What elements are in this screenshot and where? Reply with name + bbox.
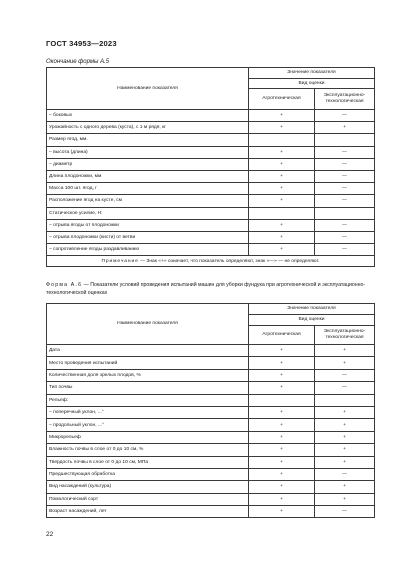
column-header-operational: Эксплуатационно-технологическая bbox=[315, 326, 375, 345]
operational-value: — bbox=[315, 369, 375, 381]
operational-value: — bbox=[315, 170, 375, 182]
operational-value: — bbox=[315, 183, 375, 195]
table-row bbox=[47, 382, 375, 394]
indicator-name: Место проведения испытаний bbox=[47, 357, 249, 369]
column-header-agrotechnical: Агротехническая bbox=[249, 326, 315, 345]
indicator-name: – продольный уклон, ...° bbox=[47, 419, 249, 431]
agrotechnical-value: + bbox=[249, 146, 315, 158]
agrotechnical-value: + bbox=[249, 244, 315, 256]
indicator-name: – отрыва плодоножки (кисти) от ветви bbox=[47, 231, 249, 243]
table-row bbox=[47, 468, 375, 480]
operational-value: — bbox=[315, 382, 375, 394]
column-header-indicator: Наименование показателя bbox=[47, 68, 249, 110]
indicator-name: – поперечный уклон, ...° bbox=[47, 406, 249, 418]
agrotechnical-value: + bbox=[249, 468, 315, 480]
indicator-name: Дата bbox=[47, 345, 249, 357]
indicator-name: Расположение ягод на кусте, см bbox=[47, 195, 249, 207]
table-row bbox=[47, 170, 375, 182]
indicator-name: – высота (длина) bbox=[47, 146, 249, 158]
table-row bbox=[47, 110, 375, 122]
agrotechnical-value: + bbox=[249, 481, 315, 493]
indicator-name: Предшествующая обработка bbox=[47, 468, 249, 480]
note-label: Примечание bbox=[101, 258, 139, 264]
indicator-name: – отрыва ягоды от плодоножки bbox=[47, 219, 249, 231]
agrotechnical-value bbox=[249, 134, 315, 146]
agrotechnical-value: + bbox=[249, 431, 315, 443]
column-header-operational: Эксплуатационно-технологическая bbox=[315, 89, 375, 110]
operational-value bbox=[315, 394, 375, 406]
operational-value: + bbox=[315, 481, 375, 493]
indicator-name: Длина плодоножки, мм bbox=[47, 170, 249, 182]
indicator-name: Вид насаждений (культура) bbox=[47, 481, 249, 493]
table-row bbox=[47, 183, 375, 195]
indicator-name: – сопротивление ягоды раздавливанию bbox=[47, 244, 249, 256]
indicator-name: Количественная доля зрелых плодов, % bbox=[47, 369, 249, 381]
table-row bbox=[47, 219, 375, 231]
agrotechnical-value: + bbox=[249, 183, 315, 195]
table-row bbox=[47, 158, 375, 170]
operational-value: — bbox=[315, 195, 375, 207]
table-a6-title-prefix: Форма А.6 bbox=[46, 282, 83, 288]
agrotechnical-value: + bbox=[249, 219, 315, 231]
operational-value: + bbox=[315, 345, 375, 357]
indicator-name: Рельеф: bbox=[47, 394, 249, 406]
table-row bbox=[47, 431, 375, 443]
operational-value bbox=[315, 207, 375, 219]
operational-value: + bbox=[315, 444, 375, 456]
agrotechnical-value: + bbox=[249, 369, 315, 381]
operational-value: — bbox=[315, 219, 375, 231]
agrotechnical-value: + bbox=[249, 158, 315, 170]
table-row bbox=[47, 419, 375, 431]
table-row bbox=[47, 122, 375, 134]
table-row bbox=[47, 357, 375, 369]
indicator-name: – диаметр bbox=[47, 158, 249, 170]
table-row bbox=[47, 207, 375, 219]
agrotechnical-value: + bbox=[249, 110, 315, 122]
operational-value: + bbox=[315, 122, 375, 134]
table-a5-caption: Окончание формы А.5 bbox=[46, 59, 110, 65]
agrotechnical-value: + bbox=[249, 170, 315, 182]
column-header-value: Значение показателя bbox=[249, 304, 375, 315]
indicator-name: Урожайность с одного дерева (куста), с 1 м рядя, кг bbox=[47, 122, 249, 134]
indicator-name: Микрорельеф bbox=[47, 431, 249, 443]
agrotechnical-value: + bbox=[249, 444, 315, 456]
column-header-evaluation: Вид оценки bbox=[249, 315, 375, 326]
agrotechnical-value: + bbox=[249, 456, 315, 468]
agrotechnical-value: + bbox=[249, 493, 315, 505]
agrotechnical-value: + bbox=[249, 357, 315, 369]
table-row bbox=[47, 456, 375, 468]
table-row bbox=[47, 244, 375, 256]
note-text: — Знак «+» означает, что показатель определяют, знак «—» — не определяют. bbox=[138, 258, 320, 264]
table-note bbox=[47, 256, 375, 267]
column-header-value: Значение показателя bbox=[249, 68, 375, 79]
table-row bbox=[47, 345, 375, 357]
operational-value: — bbox=[315, 158, 375, 170]
table-a6-title-text: — Показатели условий проведения испытаний машин для уборки фундука при агротехнической и эксплуатационно-технологической оценках bbox=[46, 282, 366, 296]
header-row bbox=[47, 68, 375, 79]
agrotechnical-value bbox=[249, 394, 315, 406]
table-row bbox=[47, 481, 375, 493]
column-header-agrotechnical: Агротехническая bbox=[249, 89, 315, 110]
agrotechnical-value: + bbox=[249, 195, 315, 207]
agrotechnical-value bbox=[249, 207, 315, 219]
indicator-name: Помологический сорт bbox=[47, 493, 249, 505]
table-row bbox=[47, 231, 375, 243]
document-id: ГОСТ 34953—2023 bbox=[46, 39, 117, 48]
table-row bbox=[47, 394, 375, 406]
operational-value: + bbox=[315, 406, 375, 418]
note-row bbox=[47, 256, 375, 267]
indicator-name: Масса 100 шт. ягод, г bbox=[47, 183, 249, 195]
agrotechnical-value: + bbox=[249, 506, 315, 518]
table-row bbox=[47, 406, 375, 418]
agrotechnical-value: + bbox=[249, 231, 315, 243]
agrotechnical-value: + bbox=[249, 382, 315, 394]
operational-value: + bbox=[315, 456, 375, 468]
indicator-name: Размер ягод, мм. bbox=[47, 134, 249, 146]
agrotechnical-value: + bbox=[249, 406, 315, 418]
table-row bbox=[47, 146, 375, 158]
table-row bbox=[47, 506, 375, 518]
table-a6 bbox=[46, 303, 375, 518]
agrotechnical-value: + bbox=[249, 345, 315, 357]
table-row bbox=[47, 493, 375, 505]
page-number: 22 bbox=[46, 531, 54, 538]
operational-value: — bbox=[315, 244, 375, 256]
table-row bbox=[47, 444, 375, 456]
indicator-name: Возраст насаждений, лет bbox=[47, 506, 249, 518]
operational-value: + bbox=[315, 419, 375, 431]
operational-value: — bbox=[315, 231, 375, 243]
indicator-name: – боковых bbox=[47, 110, 249, 122]
operational-value: + bbox=[315, 493, 375, 505]
indicator-name: Твердость почвы в слое от 0 до 10 см, МПа bbox=[47, 456, 249, 468]
table-a5 bbox=[46, 67, 375, 267]
operational-value: — bbox=[315, 146, 375, 158]
header-row bbox=[47, 304, 375, 315]
operational-value: — bbox=[315, 110, 375, 122]
column-header-indicator: Наименование показателя bbox=[47, 304, 249, 345]
indicator-name: Статическое усилие, Н: bbox=[47, 207, 249, 219]
column-header-evaluation: Вид оценки bbox=[249, 79, 375, 89]
agrotechnical-value: + bbox=[249, 122, 315, 134]
table-row bbox=[47, 134, 375, 146]
table-row bbox=[47, 195, 375, 207]
operational-value bbox=[315, 134, 375, 146]
indicator-name: Тип почвы bbox=[47, 382, 249, 394]
operational-value: + bbox=[315, 431, 375, 443]
table-a6-title bbox=[46, 282, 374, 297]
operational-value: — bbox=[315, 506, 375, 518]
operational-value: — bbox=[315, 468, 375, 480]
table-row bbox=[47, 369, 375, 381]
operational-value: + bbox=[315, 357, 375, 369]
indicator-name: Влажность почвы в слое от 0 до 10 см, % bbox=[47, 444, 249, 456]
agrotechnical-value: + bbox=[249, 419, 315, 431]
